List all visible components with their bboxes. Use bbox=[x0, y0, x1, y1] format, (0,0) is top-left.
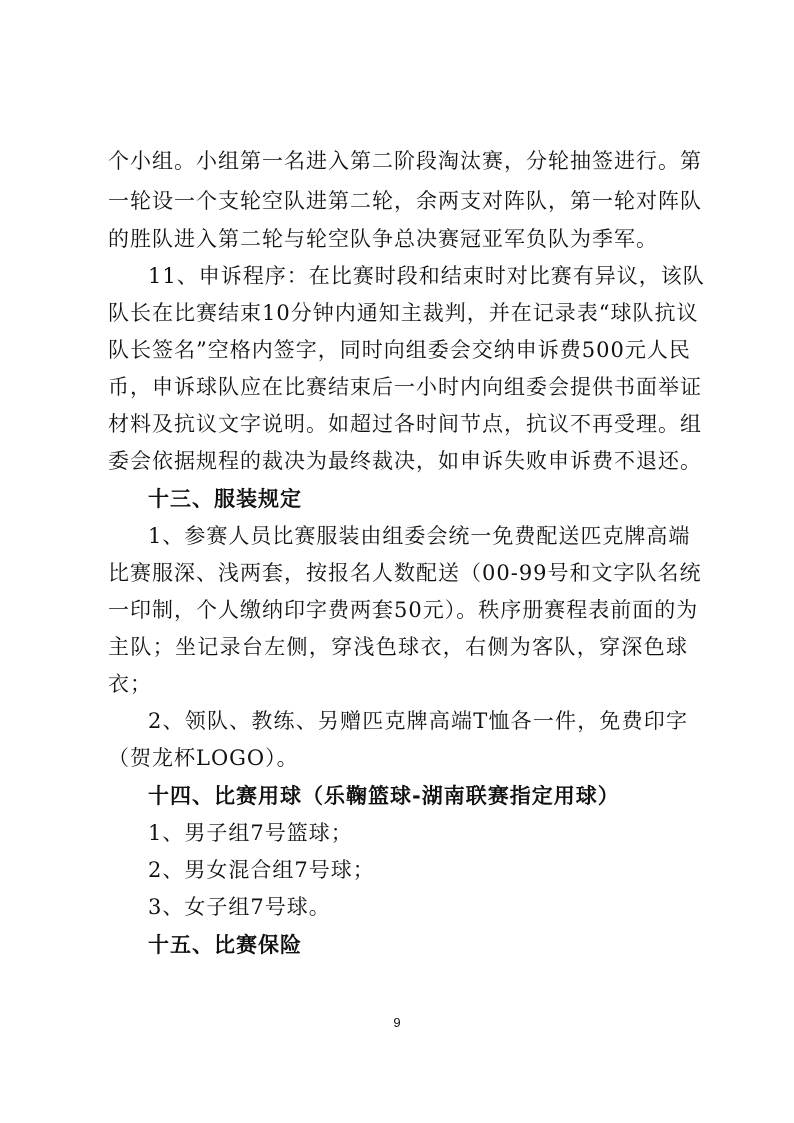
text-line: （贺龙杯LOGO）。 bbox=[108, 746, 299, 770]
text-line: 的胜队进入第二轮与轮空队争总决赛冠亚军负队为季军。 bbox=[108, 227, 658, 251]
text-line: 个小组。小组第一名进入第二阶段淘汰赛，分轮抽签进行。第 bbox=[108, 149, 702, 173]
text-line: 币，申诉球队应在比赛结束后一小时内向组委会提供书面举证 bbox=[108, 375, 702, 399]
list-item: 3、女子组7号球。 bbox=[148, 895, 331, 919]
text-line: 衣； bbox=[108, 672, 152, 696]
text-line: 委会依据规程的裁决为最终裁决，如申诉失败申诉费不退还。 bbox=[108, 449, 702, 473]
text-line: 主队；坐记录台左侧，穿浅色球衣，右侧为客队，穿深色球 bbox=[108, 635, 688, 659]
list-item: 1、男子组7号篮球； bbox=[148, 821, 353, 845]
page-number: 9 bbox=[393, 1015, 401, 1030]
text-line: 一印制，个人缴纳印字费两套50元）。秩序册赛程表前面的为 bbox=[108, 598, 699, 622]
section-heading-15: 十五、比赛保险 bbox=[148, 933, 302, 957]
text-line: 11、申诉程序：在比赛时段和结束时对比赛有异议，该队 bbox=[148, 264, 705, 288]
text-line: 2、领队、教练、另赠匹克牌高端T恤各一件，免费印字 bbox=[148, 709, 688, 733]
text-line: 比赛服深、浅两套，按报名人数配送（00-99号和文字队名统 bbox=[108, 561, 702, 585]
text-line: 队长在比赛结束10分钟内通知主裁判，并在记录表“球队抗议 bbox=[108, 301, 699, 325]
text-line: 材料及抗议文字说明。如超过各时间节点，抗议不再受理。组 bbox=[108, 412, 702, 436]
text-line: 1、参赛人员比赛服装由组委会统一免费配送匹克牌高端 bbox=[148, 524, 691, 548]
list-item: 2、男女混合组7号球； bbox=[148, 858, 375, 882]
section-heading-14: 十四、比赛用球（乐鞠篮球-湖南联赛指定用球） bbox=[148, 784, 620, 808]
section-heading-13: 十三、服装规定 bbox=[148, 487, 302, 511]
text-line: 队长签名”空格内签字，同时向组委会交纳申诉费500元人民 bbox=[108, 338, 691, 362]
text-line: 一轮设一个支轮空队进第二轮，余两支对阵队，第一轮对阵队 bbox=[108, 189, 702, 213]
